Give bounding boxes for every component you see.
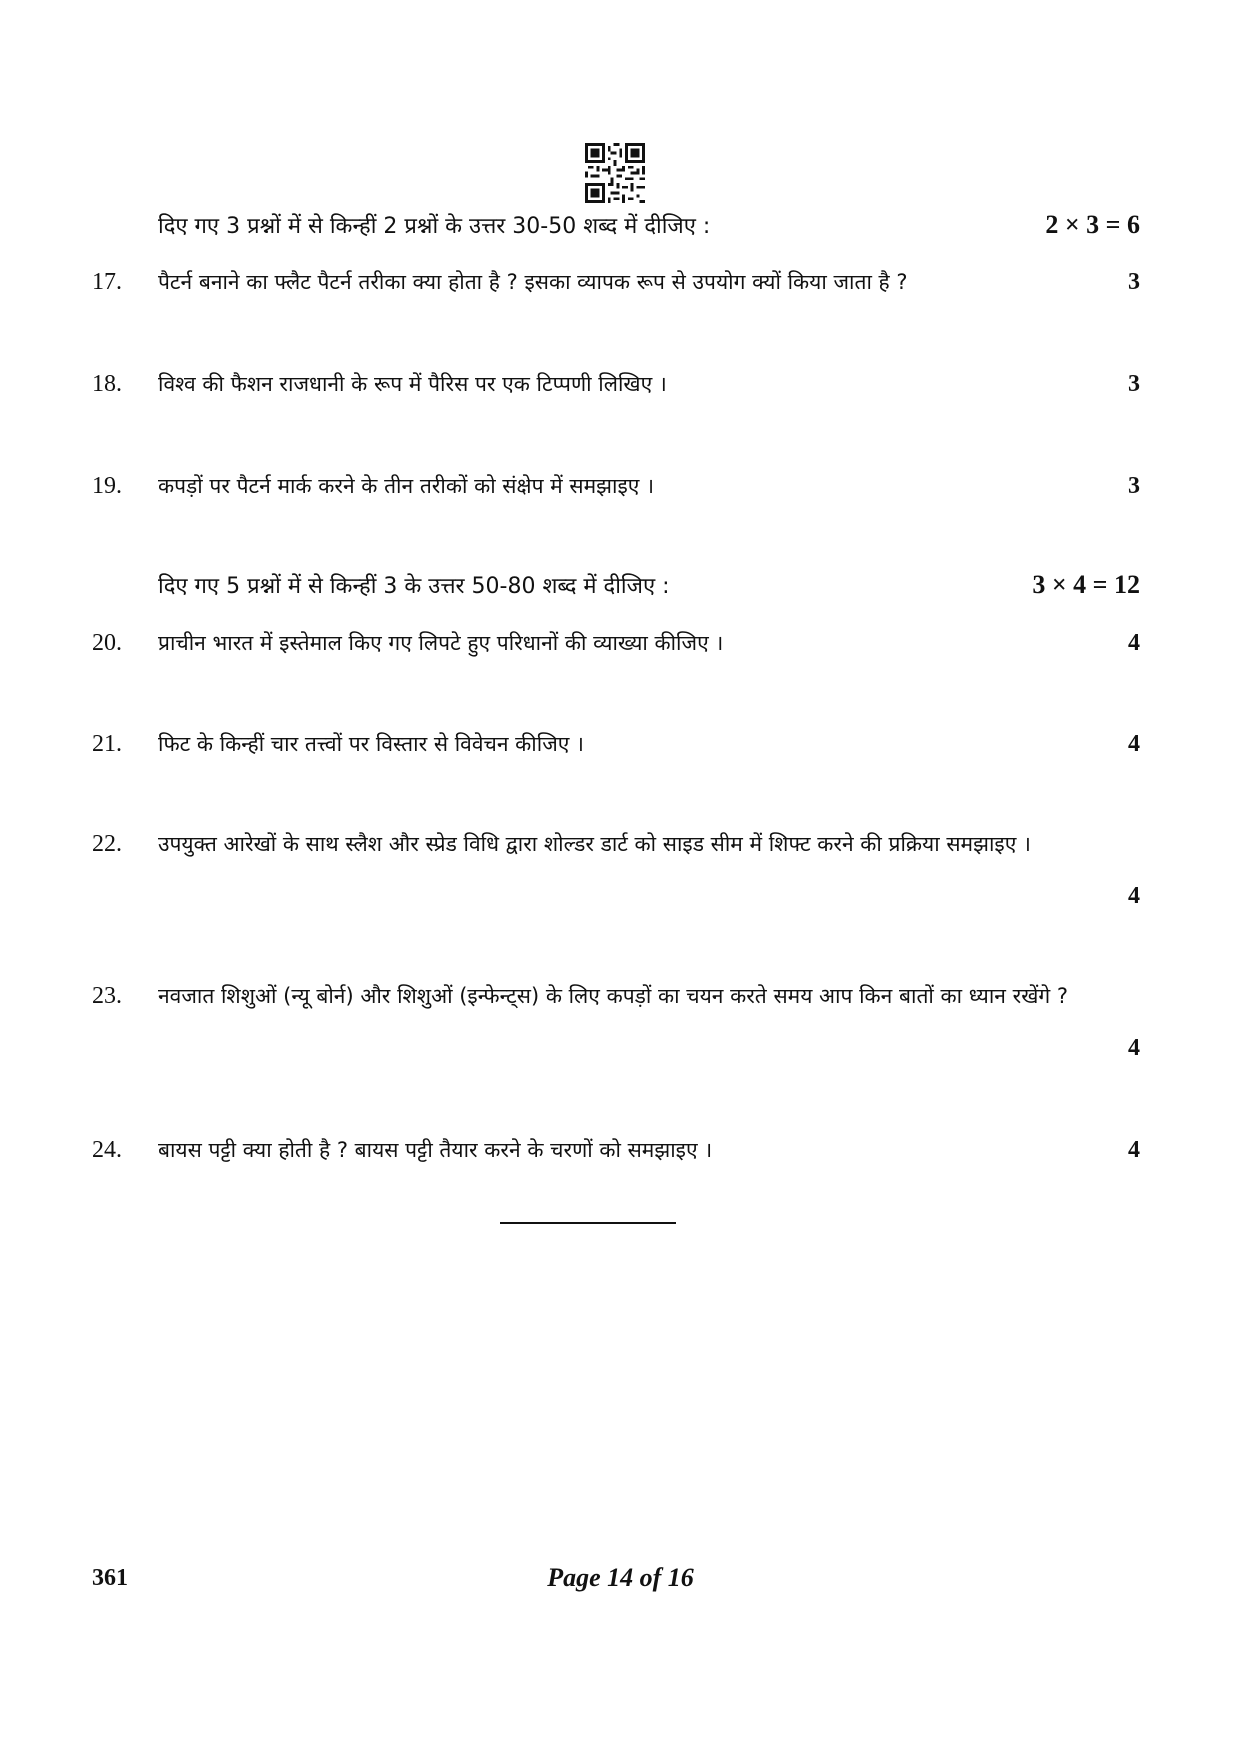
question-marks: 4: [1128, 883, 1140, 909]
question-text: प्राचीन भारत में इस्तेमाल किए गए लिपटे हुए परिधानों की व्याख्या कीजिए ।: [158, 631, 724, 655]
question-text: कपड़ों पर पैटर्न मार्क करने के तीन तरीकों को संक्षेप में समझाइए ।: [158, 474, 655, 498]
question-number: 17.: [92, 269, 122, 295]
question-marks: 4: [1128, 630, 1140, 656]
question-marks: 4: [1128, 1035, 1140, 1061]
question-marks: 4: [1128, 731, 1140, 757]
question-number: 22.: [92, 831, 122, 857]
paper-code: 361: [92, 1565, 128, 1591]
question-text: विश्व की फैशन राजधानी के रूप में पैरिस पर एक टिप्पणी लिखिए ।: [158, 372, 667, 396]
section-b-marks-formula: 3 × 4 = 12: [1032, 570, 1140, 599]
section-b-instruction: दिए गए 5 प्रश्नों में से किन्हीं 3 के उत्तर 50-80 शब्द में दीजिए :: [158, 574, 670, 599]
question-number: 23.: [92, 983, 122, 1009]
question-number: 19.: [92, 473, 122, 499]
question-marks: 3: [1128, 269, 1140, 295]
question-number: 24.: [92, 1137, 122, 1163]
question-number: 18.: [92, 371, 122, 397]
question-text: पैटर्न बनाने का फ्लैट पैटर्न तरीका क्या होता है ? इसका व्यापक रूप से उपयोग क्यों किया जाता है ?: [158, 270, 908, 294]
end-divider: [500, 1222, 676, 1224]
section-a-instruction: दिए गए 3 प्रश्नों में से किन्हीं 2 प्रश्नों के उत्तर 30-50 शब्द में दीजिए :: [158, 214, 711, 239]
qr-code-icon: [585, 143, 645, 203]
question-text: बायस पट्टी क्या होती है ? बायस पट्टी तैयार करने के चरणों को समझाइए ।: [158, 1138, 713, 1162]
question-marks: 3: [1128, 473, 1140, 499]
question-number: 21.: [92, 731, 122, 757]
question-text: उपयुक्त आरेखों के साथ स्लैश और स्प्रेड विधि द्वारा शोल्डर डार्ट को साइड सीम में शिफ्ट करने की प्रक्रिया समझाइए ।: [158, 832, 1031, 856]
question-number: 20.: [92, 630, 122, 656]
page-number: Page 14 of 16: [547, 1563, 694, 1592]
question-marks: 3: [1128, 371, 1140, 397]
section-a-marks-formula: 2 × 3 = 6: [1045, 210, 1140, 239]
question-text: फिट के किन्हीं चार तत्त्वों पर विस्तार से विवेचन कीजिए ।: [158, 732, 585, 756]
section-a-heading: [158, 210, 1140, 240]
section-b-heading: [158, 570, 1140, 600]
question-text: नवजात शिशुओं (न्यू बोर्न) और शिशुओं (इन्फेन्ट्स) के लिए कपड़ों का चयन करते समय आप किन बातों का ध्यान रखेंगे ?: [158, 984, 1069, 1008]
question-marks: 4: [1128, 1137, 1140, 1163]
